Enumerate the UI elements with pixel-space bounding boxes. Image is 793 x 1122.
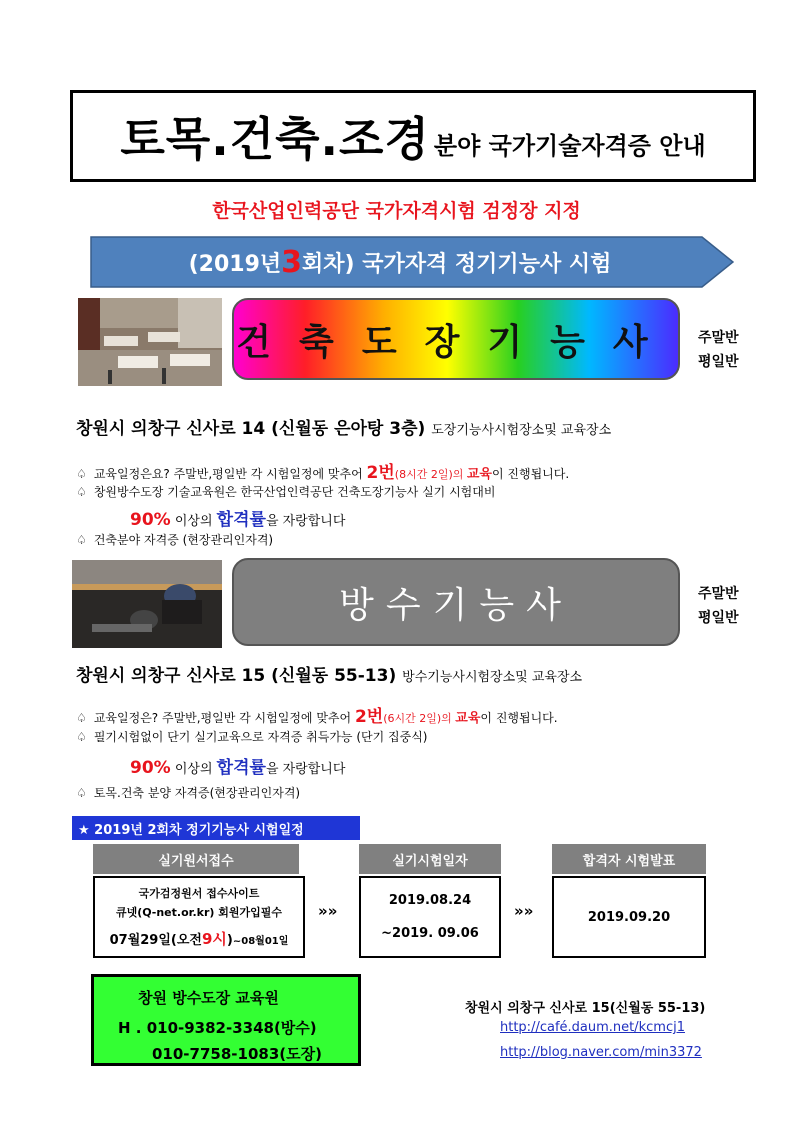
spade-outline-icon: ♤ (76, 485, 87, 499)
duration-note: (6시간 2일)의 (383, 712, 456, 725)
exam-end-date: ~2019. 09.06 (381, 926, 479, 941)
address-2-note: 방수기능사시험장소및 교육장소 (402, 670, 583, 685)
subtitle: 한국산업인력공단 국가자격시험 검정장 지정 (212, 200, 581, 222)
contact-name: 창원 방수도장 교육원 (138, 989, 279, 1007)
pass-rate-end: 을 자랑합니다 (265, 762, 346, 777)
count-highlight: 2번 (366, 463, 395, 483)
banner-round-number: 3 (281, 244, 303, 280)
course-title-painting: 건축도장기능사 (236, 320, 676, 363)
spade-outline-icon: ♤ (76, 730, 87, 744)
page-title-sub: 분야 국가기술자격증 안내 (433, 131, 706, 160)
pass-rate-word: 합격률 (216, 758, 266, 778)
application-end: ~08월01일 (232, 936, 289, 947)
weekend-class-label: 주말반 (698, 330, 739, 346)
spade-outline-icon: ♤ (76, 467, 87, 481)
application-note: 큐넷(Q-net.or.kr) 회원가입필수 (115, 906, 283, 919)
result-date: 2019.09.20 (587, 909, 671, 925)
course-pill-waterproofing (232, 558, 680, 646)
info-text: 교육일정은요? 주말반,평일반 각 시험일정에 맞추어 (93, 467, 367, 481)
weekday-class-label: 평일반 (698, 354, 739, 370)
info-text: 필기시험없이 단기 실기교육으로 자격증 취득가능 (단기 집중식) (93, 730, 428, 744)
classroom-photo (78, 298, 222, 386)
title-box (70, 90, 756, 182)
class-types-1 (698, 326, 739, 374)
education-highlight: 교육 (455, 711, 481, 726)
application-start: 07월29일(오전 (109, 933, 202, 948)
application-paren: ) (226, 933, 233, 948)
class-types-2 (698, 582, 739, 630)
contact-phone-painting: 010-7758-1083(도장) (152, 1045, 322, 1063)
course-pill-painting (232, 298, 680, 380)
pass-rate-text: 이상의 (170, 514, 217, 529)
address-1-note: 도장기능사시험장소및 교육장소 (431, 423, 612, 438)
exam-start-date: 2019.08.24 (388, 893, 472, 908)
schedule-col-exam (359, 876, 501, 958)
schedule-col-result (552, 876, 706, 958)
next-arrow-icon: »» (318, 902, 338, 920)
address-2-text: 창원시 의창구 신사로 15 (신월동 55-13) (76, 666, 397, 686)
exam-banner (90, 236, 734, 288)
application-dates (110, 928, 289, 949)
cafe-link[interactable]: http://café.daum.net/kcmcj1 (500, 1020, 685, 1035)
spade-outline-icon: ♤ (76, 786, 87, 800)
course-title-waterproofing: 방수기능사 (339, 584, 573, 626)
info-text-end: 이 진행됩니다. (480, 711, 558, 725)
info-text: 건축분야 자격증 (현장관리인자격) (93, 533, 274, 547)
page-title: 토목.건축.조경 (120, 112, 430, 166)
address-1 (76, 414, 611, 439)
duration-note: (8시간 2일)의 (394, 468, 467, 481)
banner-text-pre: (2019년 (188, 251, 282, 277)
contact-phone-waterproofing: H . 010-9382-3348(방수) (118, 1019, 317, 1037)
contact-box (91, 974, 361, 1066)
info-text: 창원방수도장 기술교육원은 한국산업인력공단 건축도장기능사 실기 시험대비 (93, 485, 496, 499)
info-text-end: 이 진행됩니다. (492, 467, 570, 481)
pass-rate-end: 을 자랑합니다 (265, 514, 346, 529)
weekend-class-label: 주말반 (698, 586, 739, 602)
pass-rate-word: 합격률 (216, 510, 266, 530)
schedule-col-result-head: 합격자 시험발표 (552, 844, 706, 874)
waterproofing-photo (72, 560, 222, 648)
address-2 (76, 661, 582, 686)
pass-rate-1 (130, 505, 345, 530)
info-text: 토목.건축 분양 자격증(현장관리인자격) (93, 786, 301, 800)
weekday-class-label: 평일반 (698, 610, 739, 626)
banner-text (90, 236, 710, 288)
pass-rate-value: 90% (130, 510, 171, 530)
schedule-header: ★ 2019년 2회차 정기기능사 시험일정 (72, 816, 360, 840)
info-line-5 (76, 728, 427, 745)
info-line-1 (76, 458, 569, 483)
count-highlight: 2번 (354, 707, 384, 727)
pass-rate-text: 이상의 (170, 762, 217, 777)
banner-text-post: 회차) 국가자격 정기기능사 시험 (302, 251, 612, 277)
info-line-4 (76, 702, 558, 727)
application-site: 국가검정원서 접수사이트 (138, 887, 260, 900)
footer-address: 창원시 의창구 신사로 15(신월동 55-13) (465, 1001, 706, 1016)
application-time: 9시 (201, 930, 227, 948)
info-line-2 (76, 483, 495, 500)
info-line-3 (76, 531, 273, 548)
pass-rate-value: 90% (130, 758, 171, 778)
schedule-col-exam-head: 실기시험일자 (359, 844, 501, 874)
schedule-col-application (93, 876, 305, 958)
info-text: 교육일정은? 주말반,평일반 각 시험일정에 맞추어 (93, 711, 355, 725)
info-line-6 (76, 784, 300, 801)
spade-outline-icon: ♤ (76, 711, 87, 725)
pass-rate-2 (130, 753, 345, 778)
address-1-text: 창원시 의창구 신사로 14 (신월동 은아탕 3층) (76, 419, 426, 439)
blog-link[interactable]: http://blog.naver.com/min3372 (500, 1045, 702, 1060)
schedule-col-application-head: 실기원서접수 (93, 844, 299, 874)
spade-outline-icon: ♤ (76, 533, 87, 547)
next-arrow-icon: »» (514, 902, 534, 920)
education-highlight: 교육 (466, 467, 492, 482)
